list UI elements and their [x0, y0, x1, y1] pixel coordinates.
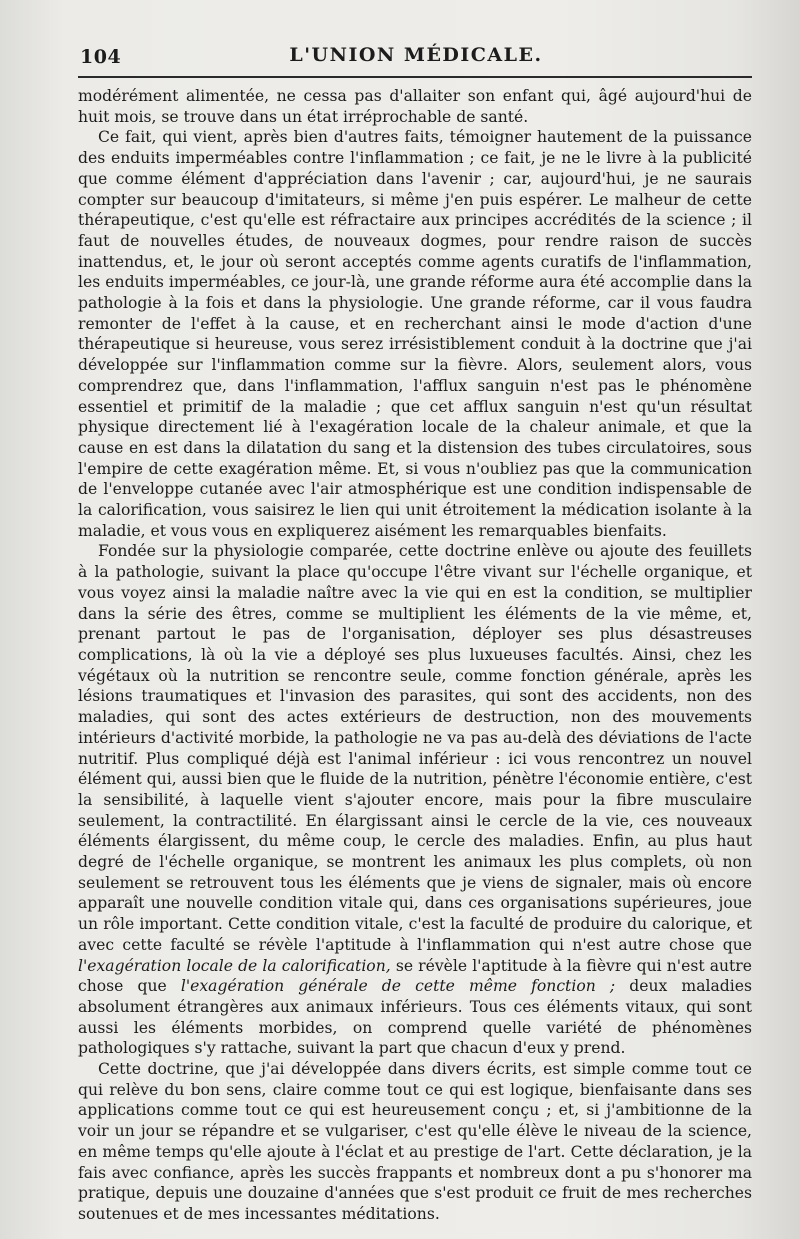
italic-phrase: l'exagération générale de cette même fonction ;: [180, 977, 616, 996]
page-number: 104: [80, 46, 122, 68]
article-body: [78, 86, 752, 1225]
italic-phrase: l'exagération locale de la calorification,: [78, 956, 391, 975]
paragraph-physiologie-comparee: [78, 541, 752, 1059]
paragraph-doctrine: Cette doctrine, que j'ai développée dans divers écrits, est simple comme tout ce qui relève du bon sens, claire comme tout ce qui est logique, bienfaisante dans ses applications comme tout ce qui est heureusement conçu ; et, si j'ambitionne de la voir un jour se répandre et se vulgariser, c'est qu'elle élève le niveau de la science, en même temps qu'elle ajoute à l'éclat et au prestige de l'art. Cette déclaration, je la fais avec confiance, après les succès frappants et nombreux dont a pu s'honorer ma pratique, depuis une douzaine d'années que s'est produit ce fruit de mes recherches soutenues et de mes incessantes méditations.: [78, 1060, 752, 1223]
paragraph-text: Fondée sur la physiologie comparée, cette doctrine enlève ou ajoute des feuillets à la pathologie, suivant la place qu'occupe l'être vivant sur l'échelle organique, et vous voyez ainsi la maladie naître avec la vie qui en est la condition, se multiplier dans la série des êtres, comme se multiplient les éléments de la vie même, et, prenant partout le pas de l'organisation, déployer ses plus désastreuses complications, là où la vie a déployé ses plus luxueuses facultés. Ainsi, chez les végétaux où la nutrition se rencontre seule, comme fonction générale, après les lésions traumatiques et l'invasion des parasites, qui sont des accidents, non des maladies, qui sont des actes extérieurs de destruction, non des mouvements intérieurs d'activité morbide, la pathologie ne va pas au-delà des déviations de l'acte nutritif. Plus compliqué déjà est l'animal inférieur : ici vous rencontrez un nouvel élément qui, aussi bien que le fluide de la nutrition, pénètre l'économie entière, c'est la sensibilité, à laquelle vient s'ajouter encore, mais pour la fibre musculaire seulement, la contractilité. En élargissant ainsi le cercle de la vie, ces nouveaux éléments élargissent, du même coup, le cercle des maladies. Enfin, au plus haut degré de l'échelle organique, se montrent les animaux les plus complets, où non seulement se retrouvent tous les éléments que je viens de signaler, mais où encore apparaît une nouvelle condition vitale qui, dans ces organisations supérieures, joue un rôle important. Cette condition vitale, c'est la faculté de produire du calorique, et avec cette faculté se révèle l'aptitude à l'inflammation qui n'est autre chose que: [78, 542, 752, 954]
running-head: L'UNION MÉDICALE.: [289, 44, 543, 66]
paragraph-text: se révèle l'aptitude à la fièvre qui n'est autre chose que: [78, 956, 752, 996]
page-header: [80, 38, 752, 68]
paragraph-continued: modérément alimentée, ne cessa pas d'allaiter son enfant qui, âgé aujourd'hui de huit mois, se trouve dans un état irréprochable de santé.: [78, 87, 752, 126]
paragraph-text: deux maladies absolument étrangères aux animaux inférieurs. Tous ces éléments vitaux, qui sont aussi les éléments morbides, on comprend quelle variété de phénomènes pathologiques s'y rattache, suivant la part que chacun d'eux y prend.: [78, 977, 752, 1058]
paragraph-imperméables: Ce fait, qui vient, après bien d'autres faits, témoigner hautement de la puissance des enduits imperméables contre l'inflammation ; ce fait, je ne le livre à la publicité que comme élément d'appréciation dans l'avenir ; car, aujourd'hui, je ne saurais compter sur beaucoup d'imitateurs, si même j'en puis espérer. Le malheur de cette thérapeutique, c'est qu'elle est réfractaire aux principes accrédités de la science ; il faut de nouvelles études, de nouveaux dogmes, pour rendre raison de succès inattendus, et, le jour où seront acceptés comme agents curatifs de l'inflammation, les enduits imperméables, ce jour-là, une grande réforme aura été accomplie dans la pathologie à la fois et dans la physiologie. Une grande réforme, car il vous faudra remonter de l'effet à la cause, et en recherchant ainsi le mode d'action d'une thérapeutique si heureuse, vous serez irrésistiblement conduit à la doctrine que j'ai développée sur l'inflammation comme sur la fièvre. Alors, seulement alors, vous comprendrez que, dans l'inflammation, l'afflux sanguin n'est pas le phénomène essentiel et primitif de la maladie ; que cet afflux sanguin n'est qu'un résultat physique directement lié à l'exagération locale de la chaleur animale, et que la cause en est dans la dilatation du sang et la distension des tubes circulatoires, sous l'empire de cette exagération même. Et, si vous n'oubliez pas que la communication de l'enveloppe cutanée avec l'air atmosphérique est une condition indispensable de la calorification, vous saisirez le lien qui unit étroitement la médication isolante à la maladie, et vous vous en expliquerez aisément les remarquables bienfaits.: [78, 128, 752, 540]
header-rule: [78, 76, 752, 78]
